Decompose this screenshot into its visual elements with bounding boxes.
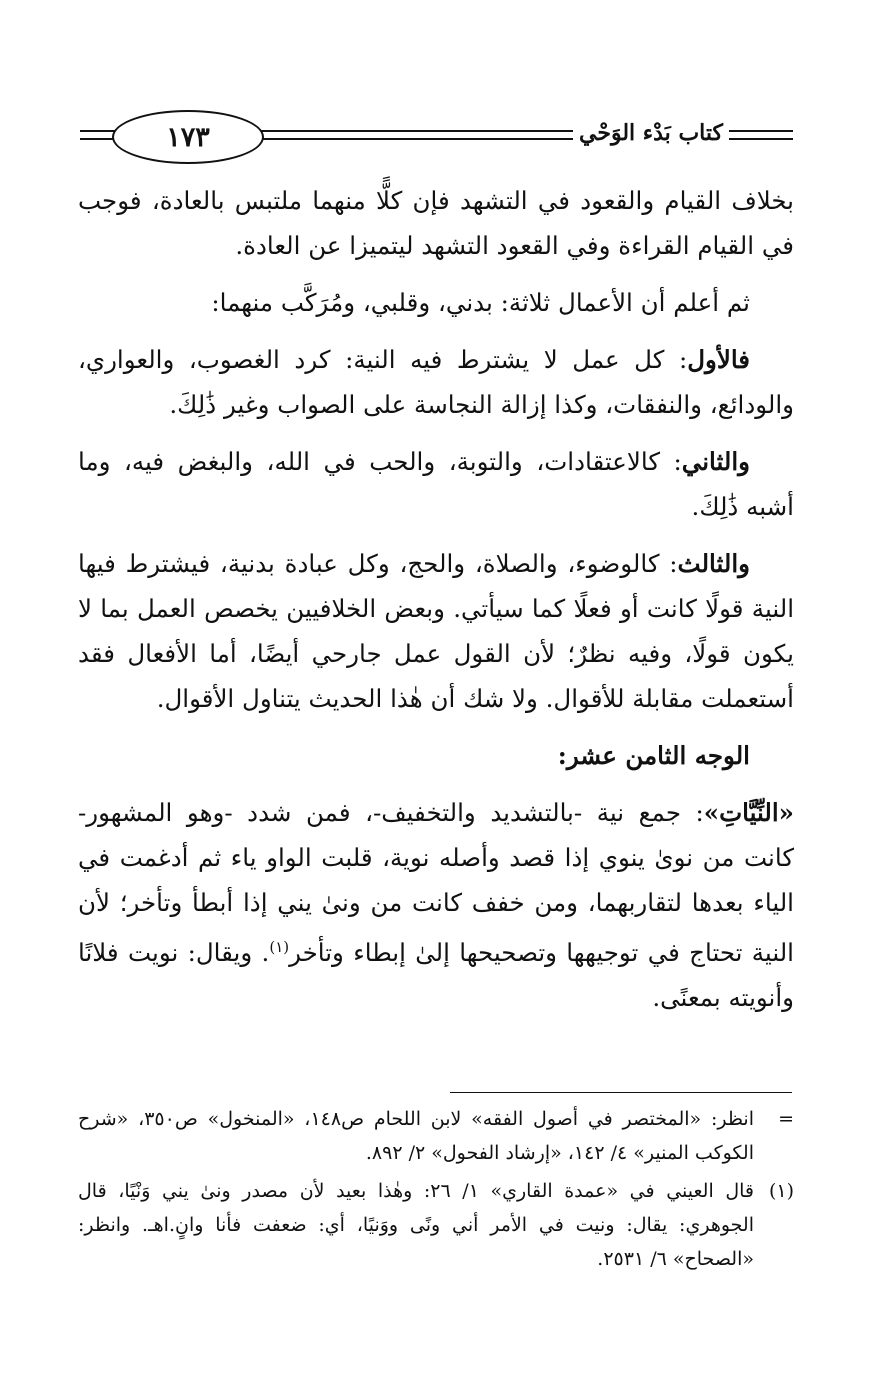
paragraph-4: [78, 439, 794, 529]
paragraph-5-lead: والثالث: [677, 549, 750, 578]
footnote-mark: =: [778, 1108, 794, 1130]
paragraph-1: بخلاف القيام والقعود في التشهد فإن كلًّا منهما ملتبس بالعادة، فوجب في القيام القراءة وفي القعود التشهد ليتميزا عن العادة.: [78, 186, 794, 260]
paragraph-6-lead: «النِّيَّاتِ»: [703, 798, 794, 827]
paragraph-6-text: : جمع نية -بالتشديد والتخفيف-، فمن شدد -وهو المشهور- كانت من نوىٰ ينوي إذا قصد وأصله نوية، قلبت الواو ياء ثم أدغمت في الياء بعدها لتقاربهما، ومن خفف كانت من ونىٰ يني إذا أبطأ وتأخر؛ لأن النية تحتاج في توجيهها وتصحيحها إلىٰ إبطاء وتأخر: [78, 798, 794, 968]
section-heading: الوجه الثامن عشر:: [557, 741, 750, 770]
paragraph-4-lead: والثاني: [681, 447, 750, 476]
header-rule-right-top: [740, 130, 793, 132]
paragraph-5-text: : كالوضوء، والصلاة، والحج، وكل عبادة بدنية، فيشترط فيها النية قولًا كانت أو فعلًا كما سيأتي. وبعض الخلافيين يخصص العمل بما لا يكون قولًا، وفيه نظرٌ؛ لأن القول عمل جارحي أيضًا، أما الأفعال فقد أستعملت مقابلة للأقوال. ولا شك أن هٰذا الحديث يتناول الأقوال.: [78, 549, 794, 713]
footnotes: [78, 1102, 794, 1280]
paragraph-2: ثم أعلم أن الأعمال ثلاثة: بدني، وقلبي، ومُرَكَّب منهما:: [211, 288, 750, 317]
footnote-reference: (١): [269, 938, 290, 956]
paragraph-4-text: : كالاعتقادات، والتوبة، والحب في الله، والبغض فيه، وما أشبه ذَٰلِكَ.: [78, 447, 794, 521]
header-rule-right-bottom: [740, 138, 793, 140]
footnote-separator: [450, 1092, 792, 1093]
running-title: كتاب بَدْء الوَحْي: [573, 120, 729, 146]
footnote-text: قال العيني في «عمدة القاري» ١/ ٢٦: وهٰذا بعيد لأن مصدر ونىٰ يني وَنْيًا، قال الجوهري: يقال: ونيت في الأمر أني ونًى ووَنيًا، أي: ضعفت فأنا وانٍ.اهـ. وانظر: «الصحاح» ٦/ ٢٥٣١.: [78, 1180, 754, 1270]
footnote-1: [78, 1174, 794, 1276]
paragraph-3-text: : كل عمل لا يشترط فيه النية: كرد الغصوب، والعواري، والودائع، والنفقات، وكذا إزالة النجاسة على الصواب وغير ذَٰلِكَ.: [78, 345, 794, 419]
paragraph-6-tail: . ويقال: نويت فلانًا وأنويته بمعنًى.: [78, 938, 794, 1013]
paragraph-3-lead: فالأول: [687, 345, 750, 374]
paragraph-5: [78, 541, 794, 721]
footnote-continued: [78, 1102, 794, 1170]
paragraph-3: [78, 337, 794, 427]
paragraph-6: [78, 790, 794, 1020]
page-number: ١٧٣: [112, 110, 264, 164]
footnote-mark: (١): [768, 1180, 794, 1202]
footnote-text: انظر: «المختصر في أصول الفقه» لابن اللحام ص١٤٨، «المنخول» ص٣٥٠، «شرح الكوكب المنير» ٤/ ١٤٢، «إرشاد الفحول» ٢/ ٨٩٢.: [78, 1108, 754, 1164]
page-header: [80, 108, 793, 168]
main-text: [78, 178, 794, 1032]
